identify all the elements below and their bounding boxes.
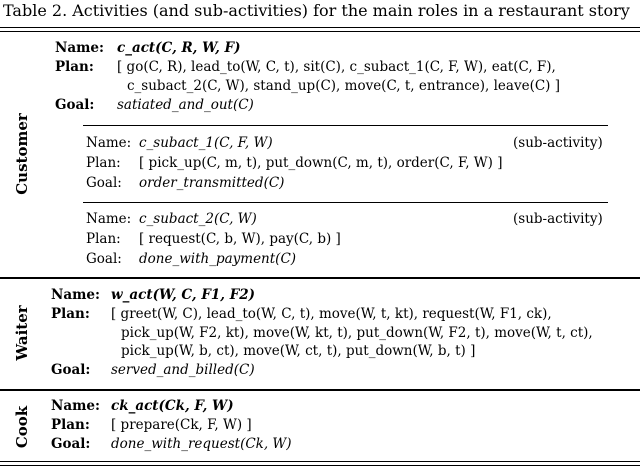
role-label-customer: Customer bbox=[13, 113, 31, 195]
plan-label: Plan: bbox=[55, 59, 94, 75]
goal-label: Goal: bbox=[51, 436, 91, 452]
name-label: Name: bbox=[55, 40, 104, 56]
goal-label: Goal: bbox=[86, 251, 122, 267]
waiter-plan-line-1: [ greet(W, C), lead_to(W, C, t), move(W, t, kt), request(W, F1, ck), bbox=[111, 306, 552, 322]
customer-goal: satiated_and_out(C) bbox=[117, 97, 254, 113]
waiter-activity bbox=[51, 287, 636, 382]
subactivity-2-rule bbox=[83, 202, 608, 203]
subactivity-1-tag: (sub-activity) bbox=[513, 135, 603, 151]
top-rule bbox=[0, 27, 640, 28]
subactivity-2-plan: [ request(C, b, W), pay(C, b) ] bbox=[139, 231, 341, 247]
goal-label: Goal: bbox=[86, 175, 122, 191]
subactivity-1-name: c_subact_1(C, F, W) bbox=[139, 135, 273, 151]
bottom-rule bbox=[0, 461, 640, 462]
cook-activity-name: ck_act(Ck, F, W) bbox=[111, 398, 234, 414]
waiter-goal: served_and_billed(C) bbox=[111, 362, 255, 378]
subactivity-2-name: c_subact_2(C, W) bbox=[139, 211, 257, 227]
plan-label: Plan: bbox=[51, 306, 90, 322]
customer-plan-line-1: [ go(C, R), lead_to(W, C, t), sit(C), c_subact_1(C, F, W), eat(C, F), bbox=[117, 59, 556, 75]
name-label: Name: bbox=[86, 135, 132, 151]
name-label: Name: bbox=[86, 211, 132, 227]
cook-plan: [ prepare(Ck, F, W) ] bbox=[111, 417, 252, 433]
name-label: Name: bbox=[51, 287, 100, 303]
waiter-activity-name: w_act(W, C, F1, F2) bbox=[111, 287, 256, 303]
waiter-plan-line-3: pick_up(W, b, ct), move(W, ct, t), put_down(W, b, t) ] bbox=[121, 343, 476, 359]
top-rule-2 bbox=[0, 31, 640, 32]
plan-label: Plan: bbox=[51, 417, 90, 433]
customer-waiter-rule bbox=[0, 277, 640, 279]
subactivity-2-goal: done_with_payment(C) bbox=[139, 251, 297, 267]
subactivity-1-goal: order_transmitted(C) bbox=[139, 175, 285, 191]
cook-activity bbox=[51, 398, 636, 458]
customer-subactivity-1 bbox=[86, 135, 611, 195]
plan-label: Plan: bbox=[86, 155, 121, 171]
goal-label: Goal: bbox=[55, 97, 95, 113]
role-label-cook: Cook bbox=[13, 405, 31, 449]
bottom-rule-2 bbox=[0, 465, 640, 466]
plan-label: Plan: bbox=[86, 231, 121, 247]
subactivity-1-plan: [ pick_up(C, m, t), put_down(C, m, t), order(C, F, W) ] bbox=[139, 155, 503, 171]
role-label-waiter: Waiter bbox=[13, 305, 31, 361]
name-label: Name: bbox=[51, 398, 100, 414]
waiter-plan-line-2: pick_up(W, F2, kt), move(W, kt, t), put_down(W, F2, t), move(W, t, ct), bbox=[121, 325, 593, 341]
waiter-cook-rule bbox=[0, 389, 640, 391]
cook-goal: done_with_request(Ck, W) bbox=[111, 436, 292, 452]
goal-label: Goal: bbox=[51, 362, 91, 378]
customer-subactivity-2 bbox=[86, 211, 611, 271]
table-caption: Table 2. Activities (and sub-activities) for the main roles in a restaurant story bbox=[3, 1, 630, 20]
customer-activity-name: c_act(C, R, W, F) bbox=[117, 40, 241, 56]
subactivity-2-tag: (sub-activity) bbox=[513, 211, 603, 227]
subactivity-1-rule bbox=[83, 125, 608, 126]
customer-activity bbox=[55, 40, 635, 125]
customer-plan-line-2: c_subact_2(C, W), stand_up(C), move(C, t, entrance), leave(C) ] bbox=[127, 78, 560, 94]
